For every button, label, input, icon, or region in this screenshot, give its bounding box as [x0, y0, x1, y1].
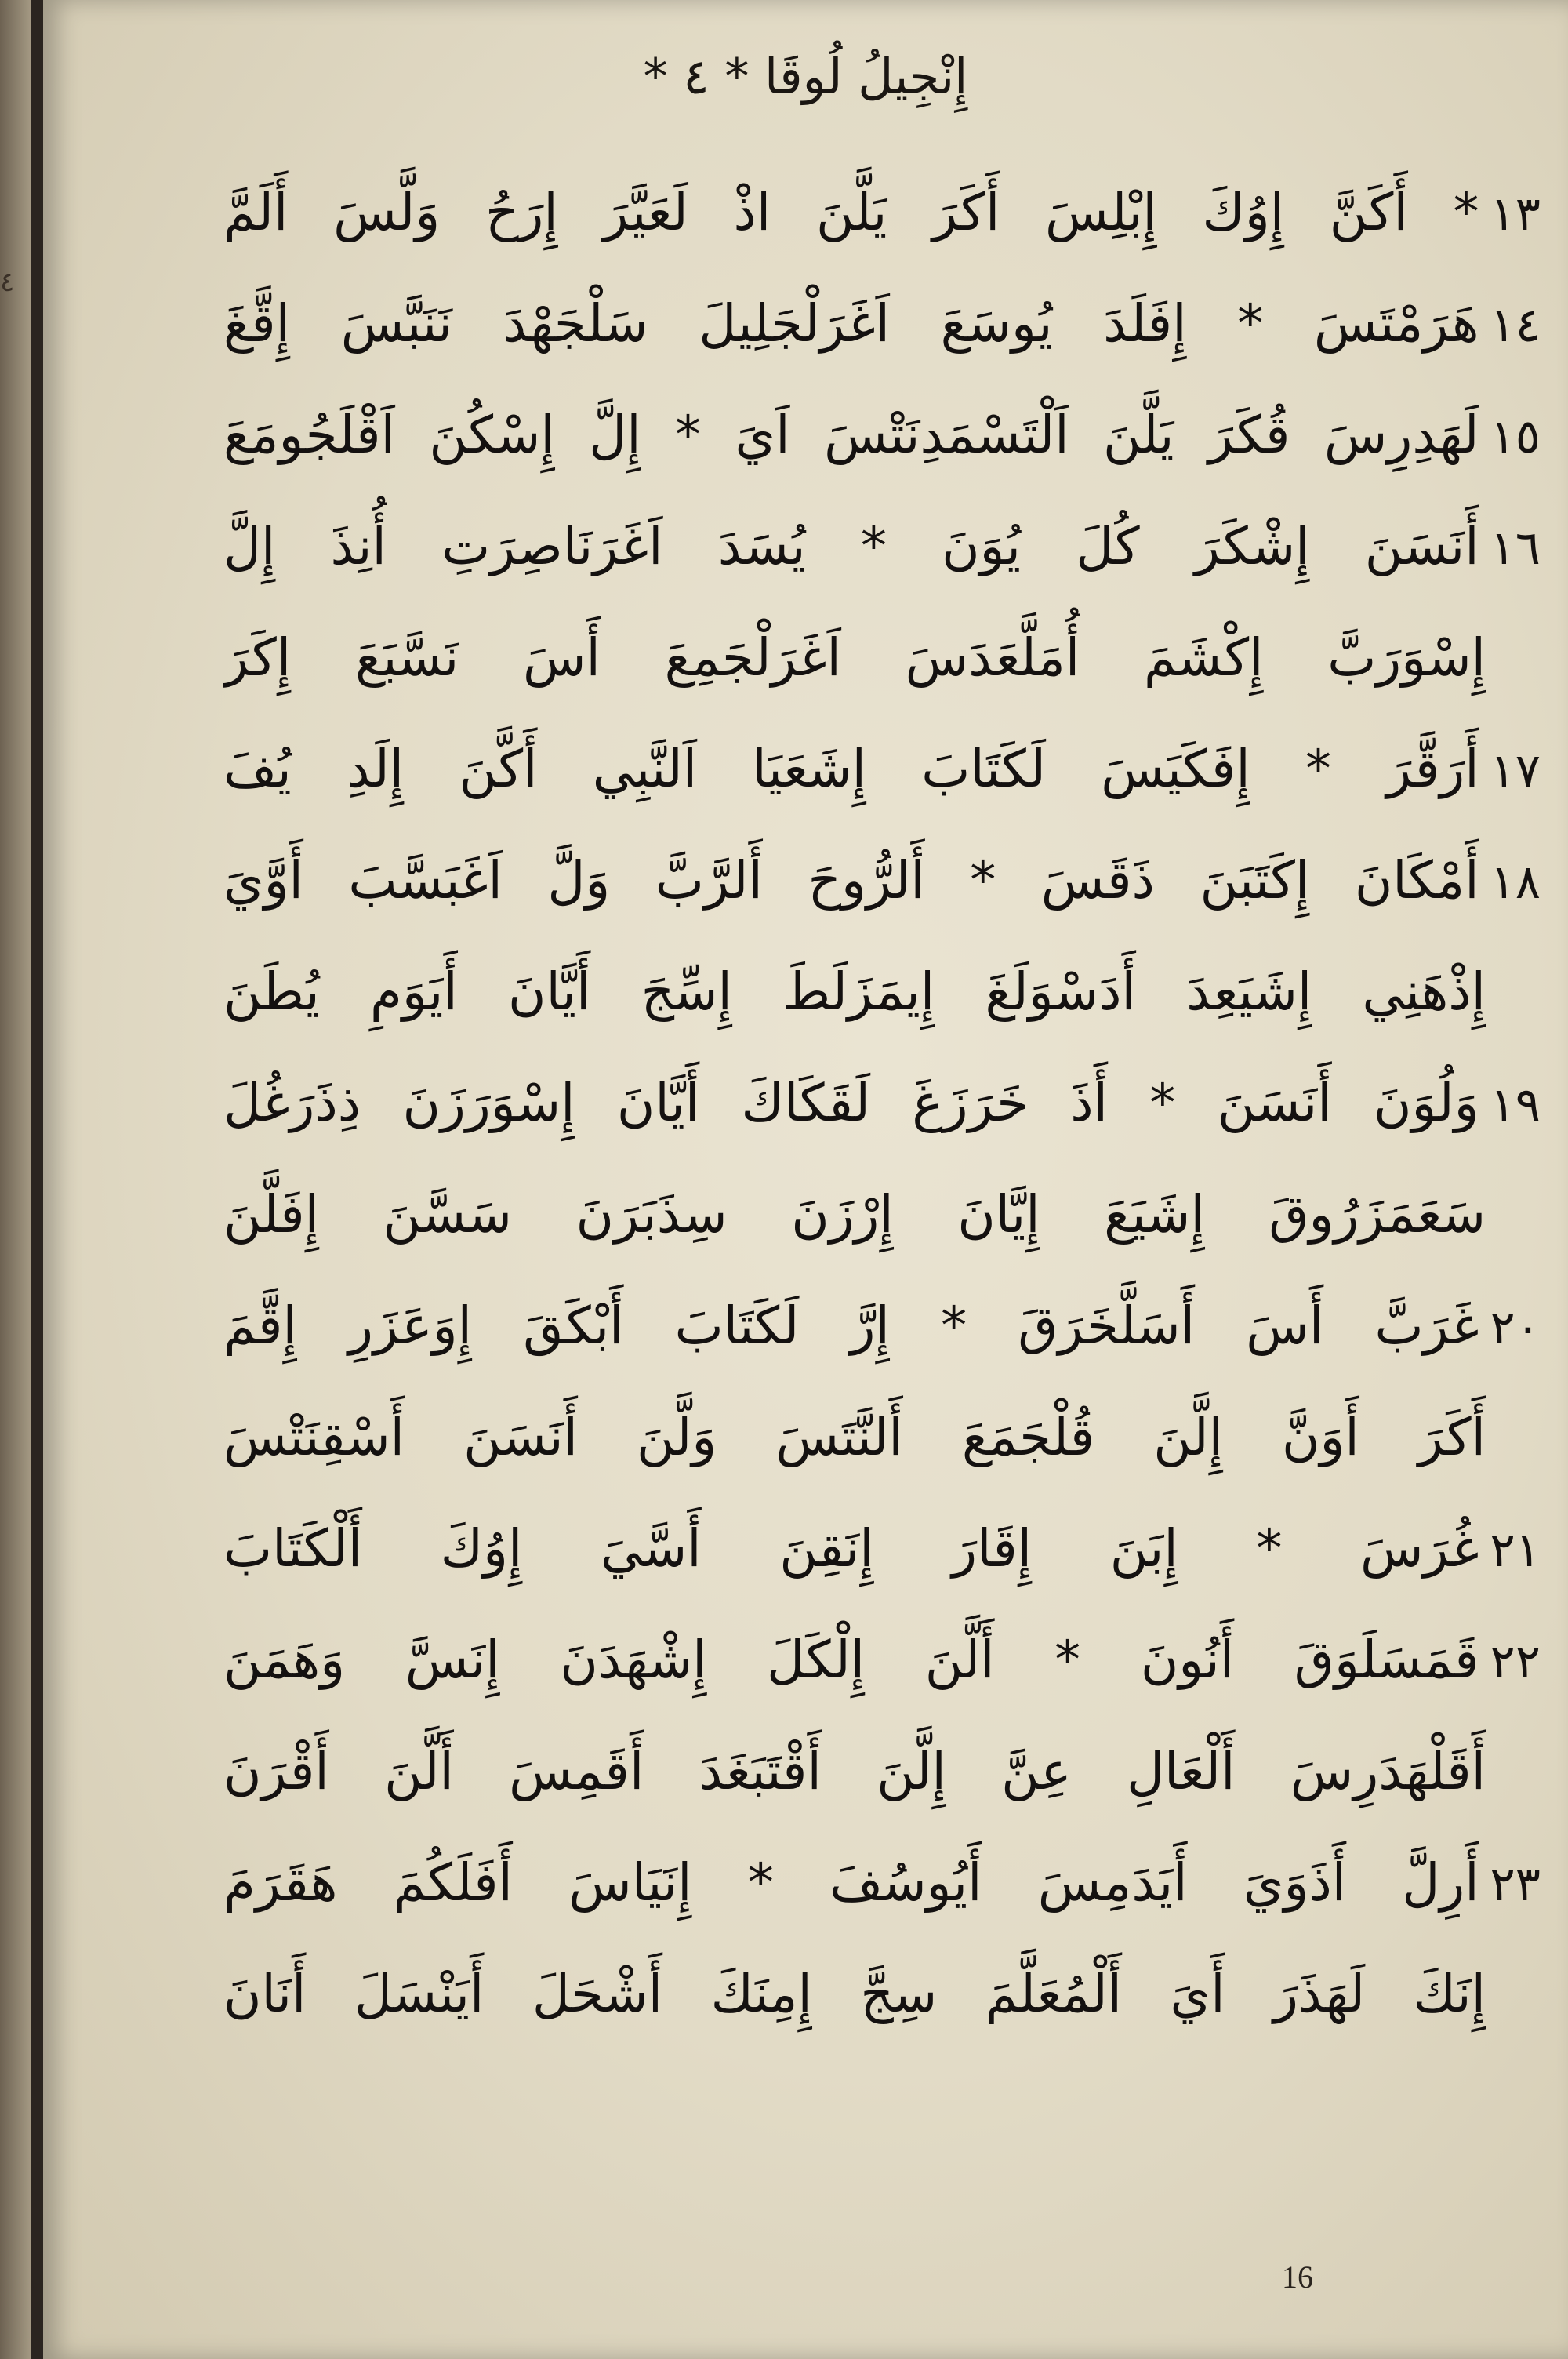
- book-page: [43, 0, 1568, 2359]
- verse-text: أَمْكَانَ إِكَتَبَنَ ذَقَسَ * أَلرُّوحَ أَلرَّبَّ وَلَّ اَغَبَسَّبَ أَوَّيَ: [223, 850, 1479, 911]
- verse-number: ١٦: [1490, 521, 1541, 576]
- verse-text: وَلُوَنَ أَنَسَنَ * أَذَ خَرَزَغَ لَقَكَاكَ أَيَّانَ إِسْوَرَزَنَ ذِذَرَغُلَ: [223, 1073, 1479, 1133]
- verse-line: [223, 1827, 1541, 1939]
- verse-text: لَهَدِرِسَ قُكَرَ يَلَّنَ اَلْتَسْمَدِنَتْسَ اَيَ * إِلَّ إِسْكُنَ اَقْلَجُومَعَ: [223, 405, 1479, 465]
- verse-text: أَقَلْهَدَرِسَ أَلْعَالِ عِنَّ إِلَّنَ أَقْتَبَغَدَ أَقَمِسَ أَلَّنَ أَقْرَنَ: [223, 1741, 1486, 1801]
- verse-line: [223, 1605, 1541, 1716]
- verse-line: [223, 157, 1541, 268]
- verse-number: ١٤: [1490, 298, 1541, 353]
- verse-number: ٢٠: [1490, 1300, 1541, 1355]
- page-number: 16: [1282, 2259, 1313, 2295]
- previous-page-margin-mark: ٤: [0, 267, 15, 298]
- verse-number: ١٩: [1490, 1078, 1541, 1132]
- verse-text: غُرَسَ * إِبَنَ إِقَارَ إِنَقِنَ أَسَّيَ إِوُكَ أَلْكَتَابَ: [223, 1518, 1479, 1579]
- verse-line: [223, 380, 1541, 491]
- verse-line-continuation: [223, 1716, 1541, 1827]
- verse-text: أَنَسَنَ إِشْكَرَ كُلَ يُوَنَ * يُسَدَ اَغَرَنَاصِرَتِ أُنِذَ إِلَّ: [223, 516, 1479, 576]
- verse-number: ١٧: [1490, 743, 1541, 798]
- verse-text: غَرَبَّ أَسَ أَسَلَّخَرَقَ * إِرَّ لَكَتَابَ أَبْكَقَ إِوَعَزَرِ إِقَّمَ: [223, 1296, 1479, 1356]
- header-title: إِنْجِيلُ لُوقَا * ٤ *: [643, 48, 968, 105]
- verse-text: سَعَمَزَرُوقَ إِشَيَعَ إِيَّانَ إِرْزَنَ سِذَبَرَنَ سَسَّنَ إِفَلَّنَ: [223, 1184, 1486, 1245]
- verse-number: ١٨: [1490, 855, 1541, 910]
- verse-line: [223, 1493, 1541, 1605]
- verse-line: [223, 714, 1541, 825]
- verse-text: إِنَكَ لَهَذَرَ أَيَ أَلْمُعَلَّمَ سِجَّ إِمِنَكَ أَشْحَلَ أَيَنْسَلَ أَنَانَ: [223, 1964, 1486, 2024]
- verse-text: إِذْهَنِي إِشَيَعِدَ أَدَسْوَلَغَ إِيمَزَلَطَ إِسِّجَ أَيَّانَ أَيَوَمِ يُطَنَ: [223, 961, 1486, 1022]
- verse-line-continuation: [223, 602, 1541, 714]
- verse-line: [223, 491, 1541, 602]
- verse-line-continuation: [223, 1159, 1541, 1270]
- verse-number: ٢٢: [1490, 1634, 1541, 1689]
- verse-line: [223, 1270, 1541, 1382]
- verse-text: هَرَمْتَسَ * إِفَلَدَ يُوسَعَ اَغَرَلْجَلِيلَ سَلْجَهْدَ نَنَبَّسَ إِقَّغَ: [223, 293, 1479, 354]
- verse-text: أَكَرَ أَوَنَّ إِلَّنَ قُلْجَمَعَ أَلنَّتَسَ وَلَّنَ أَنَسَنَ أَسْقِنَتْسَ: [223, 1407, 1486, 1467]
- verse-text: أَرِلَّ أَذَوَيَ أَيَدَمِسَ أَيُوسُفَ * إِنَيَاسَ أَفَلَكُمَ هَقَرَمَ: [223, 1852, 1479, 1913]
- page-header: [43, 45, 1568, 109]
- verse-text: أَرَقَّرَ * إِفَكَيَسَ لَكَتَابَ إِشَعَيَا اَلنَّبِي أَكَّنَ إِلَدِ يُفَ: [223, 739, 1479, 799]
- verse-line-continuation: [223, 1382, 1541, 1493]
- verse-text: * أَكَنَّ إِوُكَ إِبْلِسَ أَكَرَ يَلَّنَ اذْ لَعَيَّرَ إِرَحُ وَلَّسَ أَلَمَّ: [223, 182, 1479, 242]
- previous-page-edge: [0, 0, 31, 2359]
- verse-text: إِسْوَرَبَّ إِكْشَمَ أُمَلَّعَدَسَ اَغَرَلْجَمِعَ أَسَ نَسَّبَعَ إِكَرَ: [223, 627, 1486, 688]
- verse-line-continuation: [223, 936, 1541, 1048]
- verse-number: ٢٣: [1490, 1857, 1541, 1912]
- verse-line: [223, 268, 1541, 380]
- verse-line-continuation: [223, 1939, 1541, 2050]
- verse-line: [223, 1048, 1541, 1159]
- verse-text-block: [223, 157, 1541, 2050]
- verse-text: قَمَسَلَوَقَ أَنُونَ * أَلَّنَ إِلْكَلَ إِشْهَدَنَ إِنَسَّ وَهَمَنَ: [223, 1630, 1479, 1690]
- verse-number: ٢١: [1490, 1523, 1541, 1578]
- verse-number: ١٥: [1490, 409, 1541, 464]
- verse-number: ١٣: [1490, 187, 1541, 242]
- verse-line: [223, 825, 1541, 936]
